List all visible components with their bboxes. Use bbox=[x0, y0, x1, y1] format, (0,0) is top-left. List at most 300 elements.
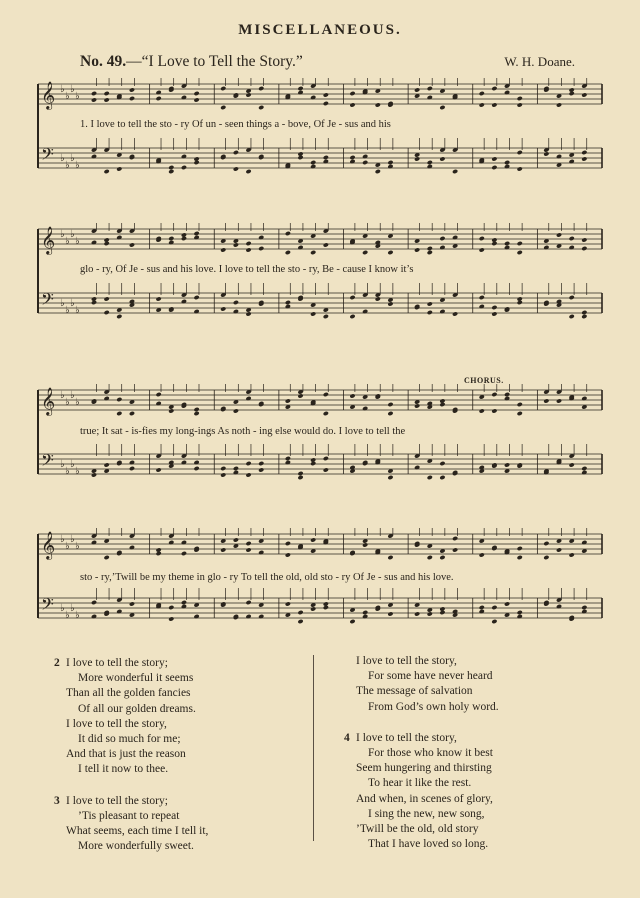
notehead bbox=[427, 475, 433, 480]
flat-icon: ♭ bbox=[65, 466, 70, 477]
notehead bbox=[129, 87, 135, 92]
verse-2 bbox=[54, 656, 208, 778]
flat-icon: ♭ bbox=[75, 91, 80, 102]
notehead bbox=[349, 619, 355, 624]
verse-line: More wonderful it seems bbox=[78, 672, 194, 685]
notehead bbox=[297, 151, 303, 156]
notehead bbox=[245, 541, 251, 546]
flat-icon: ♭ bbox=[70, 459, 75, 470]
notehead bbox=[387, 402, 393, 407]
lyric-line-1: 1. I love to tell the sto - ry Of un - seen things a - bove, Of Je - sus and his bbox=[80, 119, 391, 130]
notehead bbox=[168, 616, 174, 621]
bass-clef-icon: 𝄢 bbox=[41, 291, 54, 313]
notehead bbox=[517, 166, 523, 171]
flat-icon: ♭ bbox=[60, 390, 65, 401]
notehead bbox=[194, 91, 200, 96]
notehead bbox=[116, 397, 122, 402]
notehead bbox=[491, 408, 497, 413]
notehead bbox=[285, 541, 291, 546]
notehead bbox=[91, 97, 97, 102]
notehead bbox=[323, 242, 329, 247]
verse-line: For some have never heard bbox=[368, 670, 493, 683]
notehead bbox=[156, 392, 162, 397]
notehead bbox=[194, 97, 200, 102]
notehead bbox=[569, 552, 575, 557]
notehead bbox=[220, 472, 226, 477]
flat-icon: ♭ bbox=[65, 236, 70, 247]
notehead bbox=[569, 462, 575, 467]
verse-line: It did so much for me; bbox=[78, 733, 181, 746]
notehead bbox=[323, 392, 329, 397]
notehead bbox=[517, 296, 523, 301]
verse-3-continued bbox=[356, 654, 499, 715]
notehead bbox=[439, 475, 445, 480]
notehead bbox=[323, 456, 329, 461]
notehead bbox=[258, 461, 264, 466]
flat-icon: ♭ bbox=[60, 229, 65, 240]
verse-line: And that is just the reason bbox=[66, 748, 186, 761]
notehead bbox=[104, 555, 110, 560]
notehead bbox=[285, 231, 291, 236]
verses-left-column bbox=[54, 656, 209, 870]
notehead bbox=[362, 250, 368, 255]
notehead bbox=[362, 160, 368, 165]
notehead bbox=[323, 314, 329, 319]
notehead bbox=[517, 610, 523, 615]
notehead bbox=[181, 232, 187, 237]
notehead bbox=[427, 301, 433, 306]
notehead bbox=[362, 610, 368, 615]
flat-icon: ♭ bbox=[60, 153, 65, 164]
notehead bbox=[297, 619, 303, 624]
notehead bbox=[569, 295, 575, 300]
notehead bbox=[156, 96, 162, 101]
notehead bbox=[297, 471, 303, 476]
notehead bbox=[387, 475, 393, 480]
lyric-line-4: sto - ry,’Twill be my theme in glo - ry To tell the old, old sto - ry Of Je - sus and his love. bbox=[80, 572, 454, 583]
notehead bbox=[245, 247, 251, 252]
music-system-2 bbox=[30, 223, 610, 333]
notehead bbox=[168, 169, 174, 174]
notehead bbox=[452, 547, 458, 552]
flat-icon: ♭ bbox=[60, 84, 65, 95]
notehead bbox=[439, 555, 445, 560]
music-staves-4 bbox=[30, 528, 610, 638]
notehead bbox=[491, 165, 497, 170]
flat-icon: ♭ bbox=[65, 91, 70, 102]
verse-4 bbox=[344, 731, 499, 853]
notehead bbox=[452, 311, 458, 316]
verse-number: 2 bbox=[54, 657, 60, 669]
notehead bbox=[414, 247, 420, 252]
flat-icon: ♭ bbox=[70, 84, 75, 95]
notehead bbox=[220, 466, 226, 471]
notehead bbox=[375, 102, 381, 107]
notehead bbox=[194, 156, 200, 161]
notehead bbox=[491, 605, 497, 610]
verse-line: What seems, each time I tell it, bbox=[66, 825, 209, 838]
notehead bbox=[194, 411, 200, 416]
verse-line: For those who know it best bbox=[368, 747, 493, 760]
verse-number: 3 bbox=[54, 794, 60, 807]
notehead bbox=[297, 475, 303, 480]
flat-icon: ♭ bbox=[75, 397, 80, 408]
notehead bbox=[517, 102, 523, 107]
notehead bbox=[387, 250, 393, 255]
notehead bbox=[427, 611, 433, 616]
notehead bbox=[194, 466, 200, 471]
notehead bbox=[104, 237, 110, 242]
flat-icon: ♭ bbox=[70, 390, 75, 401]
notehead bbox=[258, 246, 264, 251]
hymn-number: No. 49. bbox=[80, 53, 127, 70]
flat-icon: ♭ bbox=[70, 153, 75, 164]
notehead bbox=[427, 246, 433, 251]
verse-line: Seem hungering and thirsting bbox=[356, 762, 492, 775]
notehead bbox=[452, 536, 458, 541]
flat-icon: ♭ bbox=[75, 160, 80, 171]
notehead bbox=[387, 411, 393, 416]
notehead bbox=[156, 467, 162, 472]
notehead bbox=[91, 472, 97, 477]
notehead bbox=[581, 150, 587, 155]
notehead bbox=[258, 467, 264, 472]
notehead bbox=[310, 160, 316, 165]
notehead bbox=[116, 166, 122, 171]
notehead bbox=[104, 462, 110, 467]
notehead bbox=[220, 105, 226, 110]
notehead bbox=[104, 310, 110, 315]
notehead bbox=[581, 605, 587, 610]
notehead bbox=[245, 92, 251, 97]
notehead bbox=[491, 311, 497, 316]
notehead bbox=[156, 296, 162, 301]
notehead bbox=[517, 555, 523, 560]
notehead bbox=[491, 619, 497, 624]
notehead bbox=[375, 169, 381, 174]
notehead bbox=[245, 241, 251, 246]
notehead bbox=[427, 250, 433, 255]
notehead bbox=[439, 236, 445, 241]
notehead bbox=[517, 411, 523, 416]
verse-line: That I have loved so long. bbox=[368, 838, 489, 851]
notehead bbox=[181, 165, 187, 170]
notehead bbox=[194, 407, 200, 412]
notehead bbox=[233, 537, 239, 542]
bass-clef-icon: 𝄢 bbox=[41, 146, 54, 168]
notehead bbox=[427, 310, 433, 315]
verse-line: ’Twill be the old, old story bbox=[356, 823, 479, 836]
notehead bbox=[439, 156, 445, 161]
notehead bbox=[310, 606, 316, 611]
notehead bbox=[233, 466, 239, 471]
notehead bbox=[233, 166, 239, 171]
notehead bbox=[556, 398, 562, 403]
notehead bbox=[479, 295, 485, 300]
flat-icon: ♭ bbox=[60, 298, 65, 309]
notehead bbox=[91, 600, 97, 605]
notehead bbox=[285, 250, 291, 255]
notehead bbox=[387, 555, 393, 560]
notehead bbox=[91, 91, 97, 96]
composer-credit: W. H. Doane. bbox=[504, 54, 575, 69]
notehead bbox=[543, 555, 549, 560]
notehead bbox=[310, 250, 316, 255]
notehead bbox=[245, 547, 251, 552]
notehead bbox=[479, 605, 485, 610]
notehead bbox=[129, 601, 135, 606]
notehead bbox=[556, 232, 562, 237]
treble-clef-icon: 𝄞 bbox=[41, 83, 56, 109]
verse-3 bbox=[54, 794, 209, 855]
notehead bbox=[414, 611, 420, 616]
notehead bbox=[181, 600, 187, 605]
verse-line: Of all our golden dreams. bbox=[78, 702, 196, 715]
notehead bbox=[245, 600, 251, 605]
notehead bbox=[323, 101, 329, 106]
notehead bbox=[479, 247, 485, 252]
notehead bbox=[543, 541, 549, 546]
hymn-title: —“I Love to Tell the Story.” bbox=[126, 53, 303, 70]
notehead bbox=[233, 300, 239, 305]
notehead bbox=[349, 155, 355, 160]
notehead bbox=[569, 236, 575, 241]
flat-icon: ♭ bbox=[70, 298, 75, 309]
notehead bbox=[427, 555, 433, 560]
notehead bbox=[517, 402, 523, 407]
flat-icon: ♭ bbox=[75, 610, 80, 621]
notehead bbox=[491, 305, 497, 310]
notehead bbox=[285, 552, 291, 557]
music-staves-1 bbox=[30, 78, 610, 188]
music-staves-2 bbox=[30, 223, 610, 333]
notehead bbox=[362, 542, 368, 547]
notehead bbox=[452, 169, 458, 174]
flat-icon: ♭ bbox=[60, 603, 65, 614]
notehead bbox=[323, 92, 329, 97]
bass-clef-icon: 𝄢 bbox=[41, 596, 54, 618]
notehead bbox=[517, 546, 523, 551]
hymn-title-row bbox=[80, 53, 575, 71]
music-system-3 bbox=[30, 376, 610, 494]
flat-icon: ♭ bbox=[70, 229, 75, 240]
notehead bbox=[245, 461, 251, 466]
notehead bbox=[156, 547, 162, 552]
notehead bbox=[491, 237, 497, 242]
notehead bbox=[349, 102, 355, 107]
notehead bbox=[375, 296, 381, 301]
notehead bbox=[220, 86, 226, 91]
notehead bbox=[116, 314, 122, 319]
notehead bbox=[245, 169, 251, 174]
notehead bbox=[245, 472, 251, 477]
notehead bbox=[258, 105, 264, 110]
notehead bbox=[387, 611, 393, 616]
notehead bbox=[349, 314, 355, 319]
notehead bbox=[104, 169, 110, 174]
notehead bbox=[104, 91, 110, 96]
notehead bbox=[414, 403, 420, 408]
verse-line: I sing the new, new song, bbox=[368, 807, 485, 820]
notehead bbox=[285, 398, 291, 403]
verse-line: I love to tell the story, bbox=[356, 731, 457, 744]
lyric-line-2: glo - ry, Of Je - sus and his love. I love to tell the sto - ry, Be - cause I know it’s bbox=[80, 264, 414, 275]
notehead bbox=[517, 250, 523, 255]
flat-icon: ♭ bbox=[70, 534, 75, 545]
notehead bbox=[504, 160, 510, 165]
notehead bbox=[323, 467, 329, 472]
notehead bbox=[220, 247, 226, 252]
notehead bbox=[504, 392, 510, 397]
notehead bbox=[129, 466, 135, 471]
verse-line: And when, in scenes of glory, bbox=[356, 792, 493, 805]
notehead bbox=[91, 296, 97, 301]
notehead bbox=[491, 156, 497, 161]
notehead bbox=[168, 408, 174, 413]
notehead bbox=[581, 310, 587, 315]
notehead bbox=[414, 156, 420, 161]
notehead bbox=[439, 461, 445, 466]
notehead bbox=[387, 160, 393, 165]
notehead bbox=[414, 87, 420, 92]
notehead bbox=[116, 411, 122, 416]
verse-line: I tell it now to thee. bbox=[78, 763, 169, 776]
verse-line: The message of salvation bbox=[356, 685, 473, 698]
notehead bbox=[581, 156, 587, 161]
flat-icon: ♭ bbox=[60, 534, 65, 545]
notehead bbox=[310, 457, 316, 462]
notehead bbox=[543, 151, 549, 156]
bass-clef-icon: 𝄢 bbox=[41, 452, 54, 474]
notehead bbox=[439, 105, 445, 110]
verse-line: From God’s own holy word. bbox=[368, 700, 499, 713]
notehead bbox=[129, 242, 135, 247]
verse-line: I love to tell the story; bbox=[66, 657, 168, 669]
notehead bbox=[233, 150, 239, 155]
verses-right-column bbox=[344, 654, 499, 868]
verse-line: I love to tell the story, bbox=[356, 655, 457, 667]
notehead bbox=[479, 102, 485, 107]
verse-line: I love to tell the story; bbox=[66, 794, 168, 807]
flat-icon: ♭ bbox=[75, 466, 80, 477]
verse-line: I love to tell the story, bbox=[66, 717, 167, 730]
notehead bbox=[168, 605, 174, 610]
notehead bbox=[517, 96, 523, 101]
notehead bbox=[491, 392, 497, 397]
verse-line: To hear it like the rest. bbox=[368, 777, 472, 790]
notehead bbox=[233, 408, 239, 413]
notehead bbox=[258, 86, 264, 91]
notehead bbox=[285, 601, 291, 606]
notehead bbox=[504, 241, 510, 246]
notehead bbox=[387, 301, 393, 306]
notehead bbox=[323, 155, 329, 160]
flat-icon: ♭ bbox=[65, 305, 70, 316]
notehead bbox=[581, 314, 587, 319]
notehead bbox=[349, 393, 355, 398]
verse-line: More wonderfully sweet. bbox=[78, 840, 194, 853]
notehead bbox=[581, 246, 587, 251]
notehead bbox=[504, 601, 510, 606]
notehead bbox=[129, 411, 135, 416]
notehead bbox=[323, 601, 329, 606]
flat-icon: ♭ bbox=[60, 459, 65, 470]
notehead bbox=[181, 551, 187, 556]
notehead bbox=[297, 393, 303, 398]
notehead bbox=[194, 295, 200, 300]
notehead bbox=[220, 547, 226, 552]
notehead bbox=[297, 610, 303, 615]
music-staves-3 bbox=[30, 384, 610, 494]
notehead bbox=[504, 462, 510, 467]
notehead bbox=[581, 466, 587, 471]
notehead bbox=[517, 241, 523, 246]
notehead bbox=[479, 91, 485, 96]
lyric-line-3: true; It sat - is-fies my long-ings As noth - ing else would do. I love to tell the bbox=[80, 426, 406, 437]
flat-icon: ♭ bbox=[65, 397, 70, 408]
treble-clef-icon: 𝄞 bbox=[41, 228, 56, 254]
flat-icon: ♭ bbox=[65, 160, 70, 171]
music-system-4 bbox=[30, 528, 610, 638]
verse-number: 4 bbox=[344, 731, 350, 744]
notehead bbox=[427, 160, 433, 165]
notehead bbox=[439, 398, 445, 403]
notehead bbox=[491, 86, 497, 91]
notehead bbox=[581, 92, 587, 97]
notehead bbox=[310, 311, 316, 316]
notehead bbox=[297, 86, 303, 91]
verse-column-divider bbox=[313, 655, 314, 841]
notehead bbox=[543, 398, 549, 403]
notehead bbox=[104, 97, 110, 102]
music-system-1 bbox=[30, 78, 610, 188]
flat-icon: ♭ bbox=[75, 541, 80, 552]
flat-icon: ♭ bbox=[75, 305, 80, 316]
flat-icon: ♭ bbox=[65, 541, 70, 552]
verse-line: ’Tis pleasant to repeat bbox=[78, 809, 180, 822]
section-header: MISCELLANEOUS. bbox=[238, 22, 402, 38]
notehead bbox=[479, 408, 485, 413]
chorus-label: CHORUS. bbox=[464, 376, 504, 385]
notehead bbox=[581, 237, 587, 242]
notehead bbox=[285, 300, 291, 305]
notehead bbox=[517, 150, 523, 155]
notehead bbox=[569, 87, 575, 92]
notehead bbox=[233, 242, 239, 247]
notehead bbox=[556, 547, 562, 552]
notehead bbox=[439, 606, 445, 611]
notehead bbox=[220, 306, 226, 311]
verse-line: Than all the golden fancies bbox=[66, 687, 191, 700]
flat-icon: ♭ bbox=[65, 610, 70, 621]
flat-icon: ♭ bbox=[70, 603, 75, 614]
notehead bbox=[349, 91, 355, 96]
notehead bbox=[479, 552, 485, 557]
notehead bbox=[479, 236, 485, 241]
notehead bbox=[168, 236, 174, 241]
notehead bbox=[323, 411, 329, 416]
notehead bbox=[556, 102, 562, 107]
notehead bbox=[245, 311, 251, 316]
notehead bbox=[491, 102, 497, 107]
flat-icon: ♭ bbox=[75, 236, 80, 247]
notehead bbox=[285, 456, 291, 461]
notehead bbox=[427, 86, 433, 91]
notehead bbox=[129, 96, 135, 101]
notehead bbox=[569, 314, 575, 319]
treble-clef-icon: 𝄞 bbox=[41, 533, 56, 559]
treble-clef-icon: 𝄞 bbox=[41, 389, 56, 415]
